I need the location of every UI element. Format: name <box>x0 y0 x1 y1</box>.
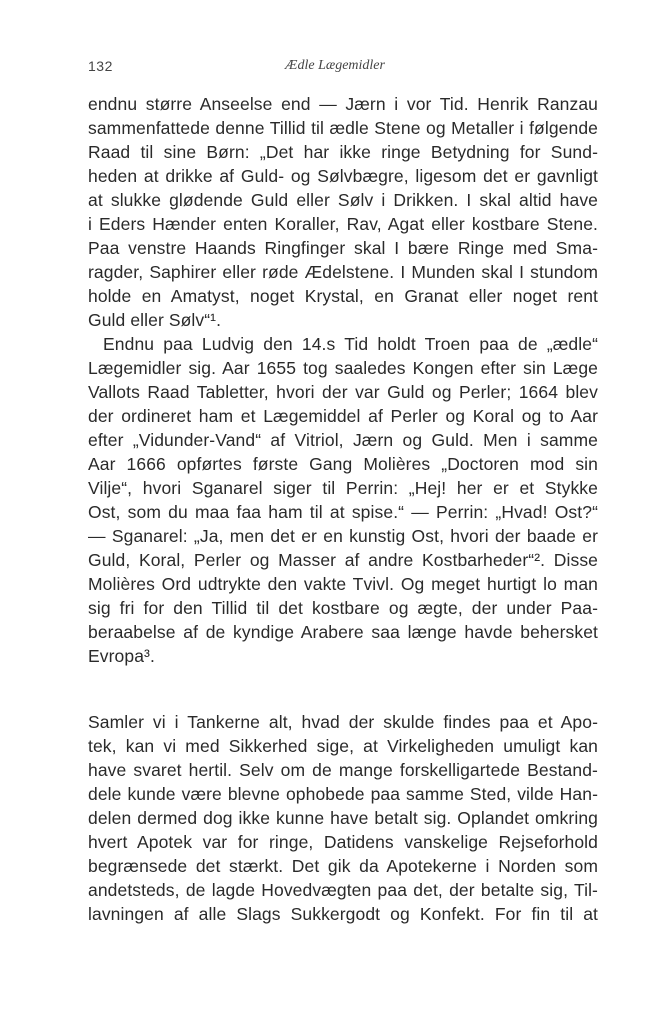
text-line: — Sganarel: „Ja, men det er en kunstig Ost, hvori der baade er <box>88 526 598 546</box>
text-line: Vilje“, hvori Sganarel siger til Perrin: „Hej! her er et Stykke <box>88 478 598 498</box>
text-line: Aar 1666 opførtes første Gang Molières „Doctoren mod sin <box>88 454 598 474</box>
text-line: hvert Apotek var for ringe, Datidens vanskelige Rejseforhold <box>88 832 598 852</box>
text-line: Endnu paa Ludvig den 14.s Tid holdt Troen paa de „ædle“ <box>103 334 598 354</box>
text-line: delen dermed dog ikke kunne have betalt sig. Oplandet omkring <box>88 808 598 828</box>
text-line: begrænsede det stærkt. Det gik da Apotekerne i Norden som <box>88 856 598 876</box>
text-line: tek, kan vi med Sikkerhed sige, at Virkeligheden umuligt kan <box>88 736 598 756</box>
page-number: 132 <box>88 58 113 74</box>
text-line: Vallots Raad Tabletter, hvori der var Guld og Perler; 1664 blev <box>88 382 598 402</box>
text-line: Lægemidler sig. Aar 1655 tog saaledes Kongen efter sin Læge <box>88 358 598 378</box>
text-line: Guld eller Sølv“¹. <box>88 310 222 330</box>
text-line: dele kunde være blevne ophobede paa samme Sted, vilde Han- <box>88 784 598 804</box>
text-line: beraabelse af de kyndige Arabere saa længe havde behersket <box>88 622 598 642</box>
text-line: Raad til sine Børn: „Det har ikke ringe Betydning for Sund- <box>88 142 598 162</box>
text-line: holde en Amatyst, noget Krystal, en Granat eller noget rent <box>88 286 598 306</box>
text-line: heden at drikke af Guld- og Sølvbægre, ligesom det er gavnligt <box>88 166 598 186</box>
text-line: efter „Vidunder-Vand“ af Vitriol, Jærn og Guld. Men i samme <box>88 430 598 450</box>
text-line: sammenfattede denne Tillid til ædle Stene og Metaller i følgende <box>88 118 598 138</box>
running-title: Ædle Lægemidler <box>285 58 385 73</box>
text-line: Guld, Koral, Perler og Masser af andre Kostbarheder“². Disse <box>88 550 598 570</box>
text-line: sig fri for den Tillid til det kostbare og ægte, der under Paa- <box>88 598 598 618</box>
text-line: ragder, Saphirer eller røde Ædelstene. I Munden skal I stundom <box>88 262 598 282</box>
text-line: Samler vi i Tankerne alt, hvad der skulde findes paa et Apo- <box>88 712 598 732</box>
text-line: Molières Ord udtrykte den vakte Tvivl. Og meget hurtigt lo man <box>88 574 598 594</box>
text-line: endnu større Anseelse end — Jærn i vor Tid. Henrik Ranzau <box>88 94 598 114</box>
text-line: andetsteds, de lagde Hovedvægten paa det, der betalte sig, Til- <box>88 880 598 900</box>
text-line: der ordineret ham et Lægemiddel af Perler og Koral og to Aar <box>88 406 598 426</box>
text-line: Ost, som du maa faa ham til at spise.“ — Perrin: „Hvad! Ost?“ <box>88 502 598 522</box>
text-line: lavningen af alle Slags Sukkergodt og Konfekt. For fin til at <box>88 904 598 924</box>
text-line: have svaret hertil. Selv om de mange forskelligartede Bestand- <box>88 760 598 780</box>
text-line: Evropa³. <box>88 646 155 666</box>
text-line: at slukke glødende Guld eller Sølv i Drikken. I skal altid have <box>88 190 598 210</box>
text-line: i Eders Hænder enten Koraller, Rav, Agat eller kostbare Stene. <box>88 214 598 234</box>
text-line: Paa venstre Haands Ringfinger skal I bære Ringe med Sma- <box>88 238 598 258</box>
